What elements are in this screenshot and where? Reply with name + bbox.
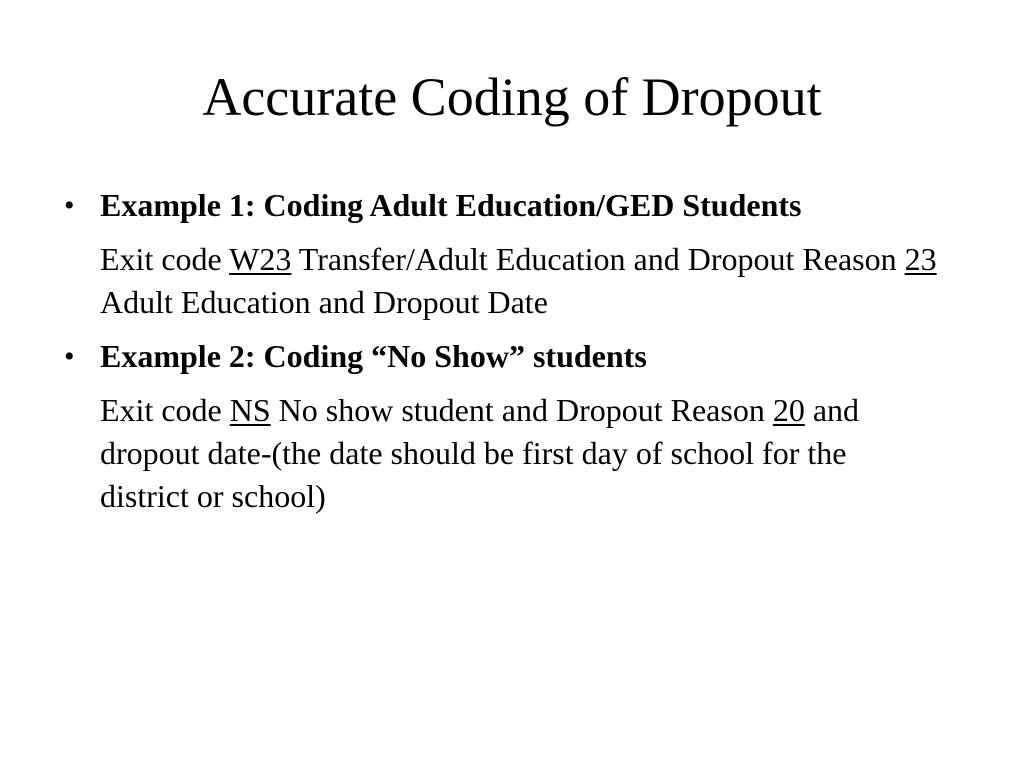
bullet-marker: •	[64, 189, 75, 222]
exit-code-w23: W23	[229, 241, 292, 277]
bullet-example-1	[58, 184, 958, 324]
detail-text: and dropout date-(the date should be first day of school for the district or school)	[100, 392, 860, 514]
example-2-detail	[100, 389, 940, 518]
exit-code-ns: NS	[229, 392, 271, 428]
dropout-reason-20: 20	[772, 392, 805, 428]
dropout-reason-23: 23	[904, 241, 937, 277]
bullet-list	[58, 184, 958, 518]
example-1-heading: Example 1: Coding Adult Education/GED Students	[100, 187, 802, 223]
detail-text: Adult Education and Dropout Date	[100, 284, 548, 320]
detail-text: Exit code	[100, 392, 230, 428]
detail-text: No show student and Dropout Reason	[270, 392, 773, 428]
detail-text: Transfer/Adult Education and Dropout Reason	[291, 241, 905, 277]
example-2-heading: Example 2: Coding “No Show” students	[100, 338, 647, 374]
bullet-example-2	[58, 335, 958, 518]
example-1-detail	[100, 238, 940, 324]
bullet-marker: •	[64, 340, 75, 373]
detail-text: Exit code	[100, 241, 230, 277]
slide-title: Accurate Coding of Dropout	[202, 67, 822, 127]
